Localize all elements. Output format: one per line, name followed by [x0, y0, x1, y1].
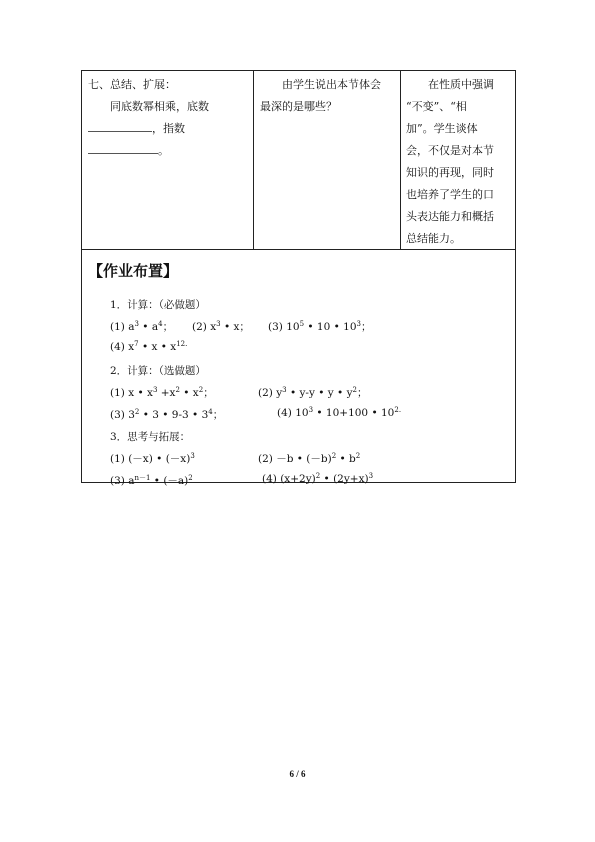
- exercise-2-2: ；: [356, 387, 368, 399]
- exercise-3-3: • (－a): [150, 475, 189, 487]
- exercise-3-4: • (2y+x): [320, 473, 369, 485]
- exponent: 2.: [394, 406, 402, 414]
- exercise-2-1: (1) x • x: [110, 387, 153, 399]
- exponent: 2: [331, 452, 337, 460]
- summary-blank-line-1: [88, 118, 248, 140]
- summary-cell: [88, 74, 248, 252]
- exercise-2-3: • 3 • 9-3 • 3: [139, 409, 209, 421]
- exercise-1-1: (1) a: [110, 321, 135, 333]
- exponent: 4: [158, 320, 163, 328]
- exponent: 3: [134, 320, 139, 328]
- design-intent-line: 总结能力。: [406, 232, 461, 245]
- design-intent-line: “不变”、“相: [406, 100, 467, 113]
- exercise-2-2: • y-y • y • y: [286, 387, 353, 399]
- exercise-1-2: • x；: [220, 321, 250, 333]
- exercise-2-3: (3) 3: [110, 409, 135, 421]
- exponent: 2: [198, 386, 204, 394]
- exercise-row: [110, 473, 193, 488]
- exponent: 3: [152, 386, 158, 394]
- exercise-3-3: (3) a: [110, 475, 135, 487]
- design-intent-line: 在性质中强调: [428, 78, 494, 91]
- fill-in-blank: [88, 140, 158, 154]
- exponent: 3: [282, 386, 287, 394]
- exercise-row: [110, 341, 187, 353]
- fill-in-blank: [88, 118, 152, 132]
- exponent: 12.: [176, 340, 188, 348]
- column-divider: [253, 71, 254, 249]
- exponent: 5: [299, 320, 305, 328]
- exercise-row: [258, 451, 360, 466]
- design-intent-line: 加”。学生谈体: [406, 122, 478, 135]
- exercise-3-4: (4) (x+2y): [262, 473, 316, 485]
- column-divider: [400, 71, 401, 249]
- exponent: 3: [368, 472, 374, 480]
- design-intent-line: 知识的再现，同时: [406, 166, 494, 179]
- exercise-1-3: ；: [360, 321, 372, 333]
- exercise-row: [268, 319, 371, 334]
- exercise-row: [110, 385, 214, 400]
- summary-rule-text: 同底数幂相乘，底数: [110, 100, 209, 113]
- exercise-2-4: • 10+100 • 10: [313, 407, 395, 419]
- design-intent-cell: [406, 74, 514, 252]
- summary-blank-suffix: ，指数: [152, 122, 185, 135]
- exercise-1-1: • a: [138, 321, 159, 333]
- student-activity-line-1: 由学生说出本节体会: [282, 78, 381, 91]
- exercise-2-4: (4) 10: [277, 407, 309, 419]
- design-intent-line: 头表达能力和概括: [406, 210, 494, 223]
- exercise-row: [110, 407, 223, 422]
- exercise-row: [110, 319, 173, 334]
- exponent: 2: [315, 472, 321, 480]
- exercise-2-1: +x: [157, 387, 176, 399]
- exercise-1-2: (2) x: [192, 321, 217, 333]
- exercise-2-2: (2) y: [258, 387, 283, 399]
- lesson-table: [81, 70, 516, 487]
- exercise-row: [258, 385, 367, 400]
- summary-heading: 七、总结、扩展：: [88, 78, 176, 91]
- exercise-3-2: (2) －b • (－b): [258, 453, 332, 465]
- exponent: n－1: [134, 474, 151, 482]
- design-intent-line: 也培养了学生的口: [406, 188, 494, 201]
- question-2-label: 2．计算：（选做题）: [110, 365, 206, 377]
- exponent: 2: [352, 386, 357, 394]
- student-activity-line-2: 最深的是哪些？: [260, 100, 337, 113]
- exponent: 3: [190, 452, 195, 460]
- exponent: 3: [308, 406, 314, 414]
- exercise-2-3: ；: [212, 409, 224, 421]
- exercise-3-2: • b: [336, 453, 356, 465]
- exponent: 7: [134, 340, 139, 348]
- summary-end-mark: 。: [158, 144, 169, 157]
- student-activity-cell: [260, 74, 396, 252]
- exercise-row: [110, 451, 195, 466]
- exponent: 4: [208, 408, 213, 416]
- exercise-1-4: (4) x: [110, 341, 135, 353]
- homework-title: 【作业布置】: [88, 262, 179, 280]
- exercise-row: [277, 407, 401, 419]
- design-intent-line: 会，不仅是对本节: [406, 144, 494, 157]
- exercise-2-1: ；: [203, 387, 214, 399]
- exponent: 3: [216, 320, 221, 328]
- exponent: 2: [355, 452, 361, 460]
- exercise-1-3: • 10 • 10: [304, 321, 357, 333]
- question-3-label: 3．思考与拓展：: [110, 431, 191, 443]
- exercise-1-1: ；: [162, 321, 174, 333]
- exponent: 3: [356, 320, 361, 328]
- question-1-label: 1．计算：（必做题）: [110, 299, 206, 311]
- exponent: 2: [188, 474, 193, 482]
- exercise-3-1: (1) (－x) • (－x): [110, 453, 191, 465]
- summary-blank-line-2: [88, 140, 248, 162]
- exercise-1-3: (3) 10: [268, 321, 300, 333]
- exponent: 2: [175, 386, 180, 394]
- exercise-row: [192, 319, 250, 334]
- page-number: 6 / 6: [289, 769, 306, 779]
- exercise-1-4: • x • x: [138, 341, 177, 353]
- exercise-2-1: • x: [179, 387, 199, 399]
- exponent: 2: [134, 408, 140, 416]
- homework-section: [82, 250, 515, 487]
- exercise-row: [262, 473, 373, 485]
